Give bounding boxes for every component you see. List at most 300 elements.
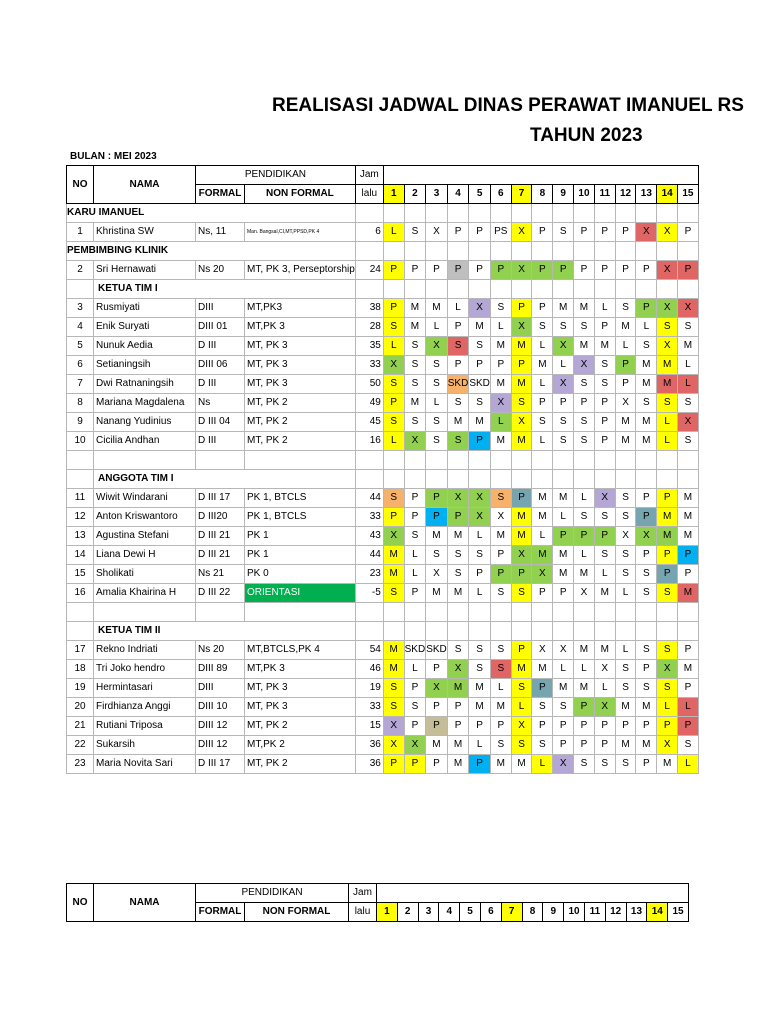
shift-cell-day-13: M	[636, 432, 657, 451]
shift-cell-day-13: S	[636, 584, 657, 603]
nurse-jam-lalu: 43	[355, 527, 383, 546]
shift-cell-day-1: X	[383, 356, 404, 375]
shift-cell-day-9: X	[553, 641, 574, 660]
day-cell	[383, 622, 404, 641]
shift-cell-day-2: SKD	[404, 641, 426, 660]
day-cell	[490, 242, 511, 261]
nurse-nonformal-edu: PK 1	[245, 546, 356, 565]
header-day-4: 4	[447, 185, 469, 204]
shift-cell-day-10: S	[574, 375, 595, 394]
shift-cell-day-7: M	[511, 432, 532, 451]
nurse-jam-lalu: 19	[355, 679, 383, 698]
shift-cell-day-15: P	[678, 261, 699, 280]
nurse-name: Hermintasari	[94, 679, 196, 698]
nurse-name: Liana Dewi H	[94, 546, 196, 565]
nurse-nonformal-edu: MT,PK 3	[245, 318, 356, 337]
empty-cell	[615, 603, 636, 622]
shift-cell-day-10: S	[574, 508, 595, 527]
nurse-row	[67, 299, 699, 318]
header-day-12: 12	[615, 185, 636, 204]
shift-cell-day-8: L	[532, 755, 553, 774]
header-non-formal: NON FORMAL	[245, 903, 349, 922]
empty-cell	[355, 603, 383, 622]
shift-cell-day-6: X	[490, 394, 511, 413]
shift-cell-day-15: P	[678, 223, 699, 242]
nurse-name: Amalia Khairina H	[94, 584, 196, 603]
shift-cell-day-12: S	[615, 755, 636, 774]
empty-cell	[594, 603, 615, 622]
day-cell	[657, 622, 678, 641]
shift-cell-day-4: M	[447, 527, 469, 546]
shift-cell-day-5: X	[469, 489, 491, 508]
nurse-jam-lalu: 38	[355, 299, 383, 318]
shift-cell-day-1: X	[383, 736, 404, 755]
day-cell	[574, 470, 595, 489]
row-spacer	[67, 280, 94, 299]
shift-cell-day-14: S	[657, 318, 678, 337]
shift-cell-day-14: S	[657, 641, 678, 660]
nurse-no: 14	[67, 546, 94, 565]
shift-cell-day-13: S	[636, 337, 657, 356]
nurse-row	[67, 679, 699, 698]
nurse-nonformal-edu: MT, PK 3	[245, 356, 356, 375]
shift-cell-day-13: M	[636, 736, 657, 755]
shift-cell-day-6: M	[490, 527, 511, 546]
shift-cell-day-7: M	[511, 508, 532, 527]
day-cell	[615, 622, 636, 641]
shift-cell-day-11: M	[594, 641, 615, 660]
header-nama: NAMA	[94, 884, 196, 922]
nurse-row	[67, 413, 699, 432]
shift-cell-day-7: S	[511, 584, 532, 603]
shift-cell-day-14: M	[657, 508, 678, 527]
shift-cell-day-8: S	[532, 413, 553, 432]
shift-cell-day-5: P	[469, 755, 491, 774]
empty-cell	[196, 451, 245, 470]
nurse-formal-edu: D III20	[196, 508, 245, 527]
day-cell	[615, 470, 636, 489]
nurse-row	[67, 394, 699, 413]
shift-cell-day-10: L	[574, 489, 595, 508]
nurse-nonformal-edu: MT,PK 3	[245, 660, 356, 679]
nurse-row	[67, 736, 699, 755]
shift-cell-day-2: S	[404, 413, 426, 432]
header-non-formal: NON FORMAL	[245, 185, 356, 204]
nurse-name: Tri Joko hendro	[94, 660, 196, 679]
shift-cell-day-15: S	[678, 394, 699, 413]
shift-cell-day-14: M	[657, 375, 678, 394]
shift-cell-day-1: L	[383, 337, 404, 356]
nurse-nonformal-edu: MT, PK 2	[245, 717, 356, 736]
shift-cell-day-6: S	[490, 584, 511, 603]
nurse-nonformal-edu: PK 1, BTCLS	[245, 508, 356, 527]
shift-cell-day-6: M	[490, 375, 511, 394]
shift-cell-day-2: M	[404, 394, 426, 413]
nurse-name: Firdhianza Anggi	[94, 698, 196, 717]
nurse-formal-edu: D III 17	[196, 755, 245, 774]
shift-cell-day-10: S	[574, 318, 595, 337]
header-day-15: 15	[678, 185, 699, 204]
day-cell	[594, 470, 615, 489]
shift-cell-day-7: M	[511, 755, 532, 774]
empty-cell	[678, 451, 699, 470]
shift-cell-day-11: M	[594, 584, 615, 603]
shift-cell-day-9: M	[553, 546, 574, 565]
shift-cell-day-5: P	[469, 356, 491, 375]
shift-cell-day-9: S	[553, 318, 574, 337]
shift-cell-day-8: X	[532, 641, 553, 660]
shift-cell-day-15: S	[678, 736, 699, 755]
nurse-no: 7	[67, 375, 94, 394]
shift-cell-day-9: X	[553, 337, 574, 356]
empty-cell	[67, 451, 94, 470]
shift-cell-day-5: L	[469, 736, 491, 755]
shift-cell-day-13: P	[636, 489, 657, 508]
shift-cell-day-9: L	[553, 660, 574, 679]
shift-cell-day-3: S	[426, 375, 448, 394]
shift-cell-day-3: P	[426, 508, 448, 527]
day-cell	[553, 242, 574, 261]
day-cell	[469, 204, 491, 223]
nurse-formal-edu: D III 21	[196, 546, 245, 565]
shift-cell-day-7: P	[511, 356, 532, 375]
header-day-9: 9	[543, 903, 564, 922]
nurse-row	[67, 261, 699, 280]
nurse-row	[67, 717, 699, 736]
nurse-nonformal-edu: MT, PK 3	[245, 679, 356, 698]
nurse-formal-edu: DIII 01	[196, 318, 245, 337]
shift-cell-day-6: L	[490, 413, 511, 432]
shift-cell-day-11: L	[594, 679, 615, 698]
shift-cell-day-2: S	[404, 527, 426, 546]
shift-cell-day-13: M	[636, 356, 657, 375]
header-day-15: 15	[668, 903, 689, 922]
empty-cell	[383, 451, 404, 470]
shift-cell-day-2: P	[404, 717, 426, 736]
shift-cell-day-4: P	[447, 698, 469, 717]
shift-cell-day-15: L	[678, 698, 699, 717]
shift-cell-day-3: P	[426, 261, 448, 280]
shift-cell-day-15: M	[678, 337, 699, 356]
shift-cell-day-15: X	[678, 413, 699, 432]
nurse-no: 20	[67, 698, 94, 717]
shift-cell-day-7: M	[511, 527, 532, 546]
day-cell	[532, 470, 553, 489]
day-cell	[404, 470, 426, 489]
shift-cell-day-10: M	[574, 641, 595, 660]
section-blank	[355, 622, 383, 641]
header-days-band	[383, 166, 698, 185]
nurse-no: 4	[67, 318, 94, 337]
nurse-name: Dwi Ratnaningsih	[94, 375, 196, 394]
shift-cell-day-6: S	[490, 736, 511, 755]
shift-cell-day-1: S	[383, 489, 404, 508]
shift-cell-day-15: P	[678, 641, 699, 660]
shift-cell-day-11: X	[594, 660, 615, 679]
shift-cell-day-2: P	[404, 261, 426, 280]
shift-cell-day-4: P	[447, 508, 469, 527]
nurse-nonformal-edu: MT, PK 3, Perseptorship	[245, 261, 356, 280]
shift-cell-day-8: P	[532, 584, 553, 603]
shift-cell-day-13: P	[636, 299, 657, 318]
nurse-jam-lalu: 45	[355, 413, 383, 432]
nurse-row	[67, 641, 699, 660]
shift-cell-day-1: X	[383, 527, 404, 546]
nurse-jam-lalu: 36	[355, 755, 383, 774]
header-day-3: 3	[426, 185, 448, 204]
nurse-name: Rusmiyati	[94, 299, 196, 318]
day-cell	[553, 204, 574, 223]
nurse-nonformal-edu: ORIENTASI	[245, 584, 356, 603]
empty-cell	[490, 451, 511, 470]
shift-cell-day-5: S	[469, 660, 491, 679]
schedule-table	[66, 165, 699, 774]
day-cell	[594, 242, 615, 261]
shift-cell-day-8: P	[532, 299, 553, 318]
nurse-no: 22	[67, 736, 94, 755]
page-title: REALISASI JADWAL DINAS PERAWAT IMANUEL RS	[272, 95, 744, 116]
shift-cell-day-15: S	[678, 432, 699, 451]
header-day-8: 8	[522, 903, 543, 922]
shift-cell-day-4: M	[447, 755, 469, 774]
empty-cell	[574, 451, 595, 470]
shift-cell-day-8: L	[532, 337, 553, 356]
shift-cell-day-1: M	[383, 641, 404, 660]
shift-cell-day-10: P	[574, 394, 595, 413]
nurse-row	[67, 223, 699, 242]
shift-cell-day-9: L	[553, 356, 574, 375]
nurse-formal-edu: D III 17	[196, 489, 245, 508]
nurse-jam-lalu: 6	[355, 223, 383, 242]
header-day-8: 8	[532, 185, 553, 204]
shift-cell-day-14: L	[657, 698, 678, 717]
nurse-formal-edu: D III	[196, 432, 245, 451]
day-cell	[678, 204, 699, 223]
shift-cell-day-13: P	[636, 660, 657, 679]
day-cell	[404, 622, 426, 641]
shift-cell-day-7: M	[511, 337, 532, 356]
shift-cell-day-8: X	[532, 565, 553, 584]
nurse-row	[67, 527, 699, 546]
empty-cell	[469, 451, 491, 470]
shift-cell-day-8: L	[532, 432, 553, 451]
nurse-no: 15	[67, 565, 94, 584]
shift-cell-day-8: P	[532, 223, 553, 242]
shift-cell-day-8: S	[532, 736, 553, 755]
shift-cell-day-11: X	[594, 489, 615, 508]
shift-cell-day-4: S	[447, 337, 469, 356]
nurse-row	[67, 318, 699, 337]
nurse-name: Nanang Yudinius	[94, 413, 196, 432]
day-cell	[426, 280, 448, 299]
shift-cell-day-1: S	[383, 318, 404, 337]
day-cell	[657, 204, 678, 223]
day-cell	[383, 470, 404, 489]
shift-cell-day-11: P	[594, 223, 615, 242]
nurse-jam-lalu: 15	[355, 717, 383, 736]
header-day-6: 6	[480, 903, 501, 922]
shift-cell-day-4: M	[447, 679, 469, 698]
shift-cell-day-3: X	[426, 679, 448, 698]
nurse-no: 2	[67, 261, 94, 280]
shift-cell-day-14: X	[657, 261, 678, 280]
day-cell	[447, 280, 469, 299]
shift-cell-day-10: P	[574, 261, 595, 280]
empty-cell	[511, 451, 532, 470]
shift-cell-day-3: X	[426, 223, 448, 242]
header-day-11: 11	[594, 185, 615, 204]
shift-cell-day-1: P	[383, 394, 404, 413]
shift-cell-day-5: SKD	[469, 375, 491, 394]
shift-cell-day-6: M	[490, 337, 511, 356]
shift-cell-day-1: P	[383, 261, 404, 280]
shift-cell-day-14: P	[657, 717, 678, 736]
day-cell	[490, 280, 511, 299]
shift-cell-day-10: P	[574, 717, 595, 736]
nurse-name: Rutiani Triposa	[94, 717, 196, 736]
nurse-name: Sukarsih	[94, 736, 196, 755]
shift-cell-day-8: S	[532, 318, 553, 337]
shift-cell-day-15: L	[678, 755, 699, 774]
shift-cell-day-5: S	[469, 337, 491, 356]
shift-cell-day-4: S	[447, 432, 469, 451]
shift-cell-day-8: M	[532, 356, 553, 375]
nurse-formal-edu: DIII 10	[196, 698, 245, 717]
nurse-jam-lalu: 33	[355, 508, 383, 527]
shift-cell-day-1: S	[383, 584, 404, 603]
shift-cell-day-2: M	[404, 318, 426, 337]
shift-cell-day-10: L	[574, 660, 595, 679]
shift-cell-day-2: P	[404, 679, 426, 698]
nurse-row	[67, 508, 699, 527]
shift-cell-day-12: S	[615, 508, 636, 527]
empty-cell	[553, 603, 574, 622]
shift-cell-day-5: M	[469, 318, 491, 337]
shift-cell-day-6: P	[490, 717, 511, 736]
shift-cell-day-14: P	[657, 489, 678, 508]
shift-cell-day-2: S	[404, 375, 426, 394]
nurse-nonformal-edu: PK 0	[245, 565, 356, 584]
nurse-name: Nunuk Aedia	[94, 337, 196, 356]
shift-cell-day-11: P	[594, 527, 615, 546]
nurse-nonformal-edu: PK 1, BTCLS	[245, 489, 356, 508]
header-day-9: 9	[553, 185, 574, 204]
shift-cell-day-5: P	[469, 565, 491, 584]
nurse-nonformal-edu: MT,BTCLS,PK 4	[245, 641, 356, 660]
shift-cell-day-9: X	[553, 375, 574, 394]
header-day-1: 1	[377, 903, 398, 922]
nurse-jam-lalu: 23	[355, 565, 383, 584]
shift-cell-day-13: P	[636, 755, 657, 774]
header-day-7: 7	[501, 903, 522, 922]
shift-cell-day-4: S	[447, 546, 469, 565]
shift-cell-day-4: P	[447, 223, 469, 242]
shift-cell-day-7: S	[511, 679, 532, 698]
shift-cell-day-6: S	[490, 489, 511, 508]
section-blank	[355, 280, 383, 299]
header-lalu: lalu	[349, 903, 377, 922]
row-spacer	[67, 470, 94, 489]
shift-cell-day-5: L	[469, 584, 491, 603]
page-subtitle-year: TAHUN 2023	[530, 125, 643, 146]
shift-cell-day-12: S	[615, 489, 636, 508]
shift-cell-day-2: S	[404, 698, 426, 717]
nurse-row	[67, 356, 699, 375]
shift-cell-day-2: L	[404, 660, 426, 679]
day-cell	[532, 242, 553, 261]
shift-cell-day-2: S	[404, 356, 426, 375]
empty-cell	[245, 451, 356, 470]
shift-cell-day-13: S	[636, 394, 657, 413]
day-cell	[532, 280, 553, 299]
shift-cell-day-10: P	[574, 698, 595, 717]
shift-cell-day-11: P	[594, 413, 615, 432]
empty-cell	[532, 451, 553, 470]
shift-cell-day-12: M	[615, 413, 636, 432]
nurse-row	[67, 546, 699, 565]
shift-cell-day-11: P	[594, 432, 615, 451]
shift-cell-day-3: M	[426, 299, 448, 318]
nurse-jam-lalu: 54	[355, 641, 383, 660]
nurse-row	[67, 375, 699, 394]
shift-cell-day-9: X	[553, 755, 574, 774]
shift-cell-day-7: X	[511, 546, 532, 565]
shift-cell-day-10: P	[574, 527, 595, 546]
day-cell	[553, 622, 574, 641]
shift-cell-day-3: M	[426, 584, 448, 603]
shift-cell-day-1: L	[383, 432, 404, 451]
nurse-formal-edu: DIII 12	[196, 736, 245, 755]
day-cell	[636, 470, 657, 489]
shift-cell-day-5: P	[469, 717, 491, 736]
shift-cell-day-11: S	[594, 755, 615, 774]
day-cell	[615, 242, 636, 261]
shift-cell-day-10: M	[574, 337, 595, 356]
shift-cell-day-6: L	[490, 318, 511, 337]
shift-cell-day-7: X	[511, 717, 532, 736]
day-cell	[678, 242, 699, 261]
day-cell	[426, 242, 448, 261]
shift-cell-day-7: M	[511, 660, 532, 679]
nurse-name: Sri Hernawati	[94, 261, 196, 280]
empty-cell	[94, 451, 196, 470]
shift-cell-day-14: P	[657, 546, 678, 565]
shift-cell-day-7: X	[511, 261, 532, 280]
shift-cell-day-7: P	[511, 565, 532, 584]
header-day-14: 14	[657, 185, 678, 204]
shift-cell-day-2: P	[404, 489, 426, 508]
shift-cell-day-7: P	[511, 489, 532, 508]
day-cell	[636, 280, 657, 299]
header-lalu: lalu	[355, 185, 383, 204]
header-day-11: 11	[584, 903, 605, 922]
shift-cell-day-13: X	[636, 527, 657, 546]
shift-cell-day-2: S	[404, 223, 426, 242]
nurse-jam-lalu: 35	[355, 337, 383, 356]
shift-cell-day-12: S	[615, 299, 636, 318]
header-no: NO	[67, 884, 94, 922]
shift-cell-day-3: S	[426, 413, 448, 432]
empty-cell	[678, 603, 699, 622]
nurse-name: Anton Kriswantoro	[94, 508, 196, 527]
shift-cell-day-9: P	[553, 527, 574, 546]
shift-cell-day-12: S	[615, 565, 636, 584]
day-cell	[469, 622, 491, 641]
shift-cell-day-2: P	[404, 508, 426, 527]
shift-cell-day-3: X	[426, 565, 448, 584]
nurse-jam-lalu: 24	[355, 261, 383, 280]
row-spacer	[67, 622, 94, 641]
